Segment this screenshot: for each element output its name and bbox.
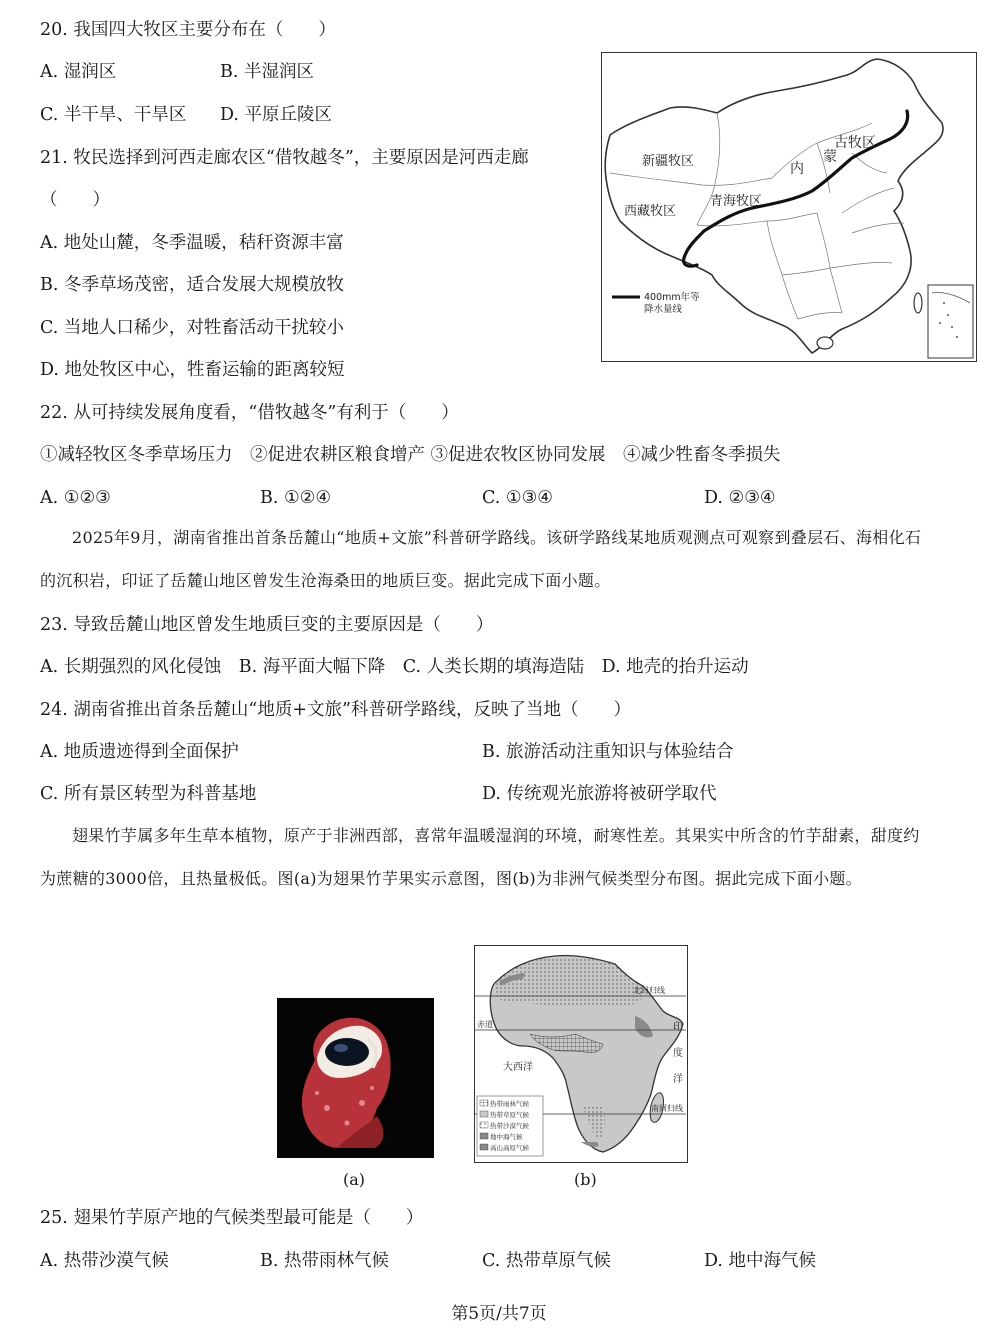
legend-savanna: 热带草原气候 (490, 1111, 529, 1119)
caption-a: (a) (343, 1170, 366, 1189)
legend-isohyet-line1: 400mm年等 (644, 292, 700, 303)
label-tropic-south: 南回归线 (651, 1104, 683, 1113)
q20-stem: 20. 我国四大牧区主要分布在（ ） (40, 20, 336, 40)
q21-paren: （ ） (40, 190, 110, 210)
label-tropic-north: 北回归线 (633, 986, 665, 995)
passage-yuelu: 2025年9月，湖南省推出首条岳麓山“地质+文旅”科普研学路线。该研学路线某地质观测点可观察到叠层石、海相化石的沉积岩，印证了岳麓山地区曾发生沧海桑田的地质巨变。据此完成下面小题。 (40, 528, 922, 590)
south-china-sea-inset (928, 285, 973, 358)
q23-options: A. 长期强烈的风化侵蚀 B. 海平面大幅下降 C. 人类长期的填海造陆 D. 地壳的抬升运动 (40, 657, 749, 677)
fruit-illustration (277, 998, 434, 1158)
q21-stem: 21. 牧民选择到河西走廊农区“借牧越冬”，主要原因是河西走廊 (40, 148, 529, 168)
label-neimeng-1: 内 (790, 161, 804, 177)
label-neimeng-3: 古牧区 (834, 135, 876, 151)
q25-option-a: A. 热带沙漠气候 (40, 1251, 169, 1271)
label-neimeng-2: 蒙 (823, 149, 837, 165)
q24-option-a: A. 地质遗迹得到全面保护 (40, 742, 239, 762)
label-indian-2: 度 (673, 1048, 683, 1059)
label-indian-1: 印 (673, 1022, 683, 1033)
q20-option-b: B. 半湿润区 (220, 62, 314, 82)
label-indian-3: 洋 (673, 1074, 683, 1085)
legend-isohyet-line2: 降水量线 (644, 304, 683, 315)
page-footer: 第5页/共7页 (451, 1304, 547, 1324)
china-pastoral-map (601, 52, 977, 362)
q21-option-c: C. 当地人口稀少，对牲畜活动干扰较小 (40, 318, 344, 338)
legend-highland: 高山高原气候 (490, 1144, 529, 1152)
q22-items: ①减轻牧区冬季草场压力 ②促进农耕区粮食增产 ③促进农牧区协同发展 ④减少牲畜冬季损失 (40, 445, 781, 465)
q22-option-d: D. ②③④ (704, 488, 776, 508)
label-xinjiang: 新疆牧区 (642, 154, 695, 169)
q24-option-b: B. 旅游活动注重知识与体验结合 (482, 742, 734, 762)
q22-option-a: A. ①②③ (40, 488, 111, 508)
q21-option-b: B. 冬季草场茂密，适合发展大规模放牧 (40, 275, 344, 295)
q20-option-c: C. 半干旱、干旱区 (40, 105, 187, 125)
africa-map-svg (475, 946, 686, 1161)
q24-option-c: C. 所有景区转型为科普基地 (40, 784, 257, 804)
q23-stem: 23. 导致岳麓山地区曾发生地质巨变的主要原因是（ ） (40, 615, 494, 635)
q25-option-b: B. 热带雨林气候 (260, 1251, 389, 1271)
label-qinghai: 青海牧区 (710, 194, 763, 209)
q25-option-c: C. 热带草原气候 (482, 1251, 611, 1271)
q24-stem: 24. 湖南省推出首条岳麓山“地质+文旅”科普研学路线，反映了当地（ ） (40, 700, 631, 720)
label-atlantic: 大西洋 (503, 1062, 533, 1073)
passage-katemfe: 翅果竹芋属多年生草本植物，原产于非洲西部，喜常年温暖湿润的环境，耐寒性差。其果实中所含的竹芋甜素，甜度约为蔗糖的3000倍，且热量极低。图(a)为翅果竹芋果实示意图，图(b)为非洲气候类型分布图。据此完成下面小题。 (40, 826, 920, 888)
q24-option-d: D. 传统观光旅游将被研学取代 (482, 784, 717, 804)
legend-rainforest: 热带雨林气候 (490, 1100, 529, 1108)
q25-stem: 25. 翅果竹芋原产地的气候类型最可能是（ ） (40, 1208, 424, 1228)
africa-climate-map (474, 945, 688, 1163)
caption-b: (b) (574, 1170, 597, 1189)
label-equator: 赤道 (477, 1020, 493, 1029)
china-map-svg (602, 53, 975, 360)
legend-mediterranean: 地中海气候 (490, 1133, 523, 1141)
fruit-photo (277, 998, 434, 1158)
q20-option-a: A. 湿润区 (40, 62, 117, 82)
q25-option-d: D. 地中海气候 (704, 1251, 817, 1271)
legend-desert: 热带沙漠气候 (490, 1122, 529, 1130)
q22-option-c: C. ①③④ (482, 488, 553, 508)
q20-option-d: D. 平原丘陵区 (220, 105, 333, 125)
q21-option-a: A. 地处山麓，冬季温暖，秸秆资源丰富 (40, 233, 344, 253)
label-xizang: 西藏牧区 (624, 204, 677, 219)
q22-stem: 22. 从可持续发展角度看，“借牧越冬”有利于（ ） (40, 403, 459, 423)
q22-option-b: B. ①②④ (260, 488, 332, 508)
q21-option-d: D. 地处牧区中心，牲畜运输的距离较短 (40, 360, 345, 380)
